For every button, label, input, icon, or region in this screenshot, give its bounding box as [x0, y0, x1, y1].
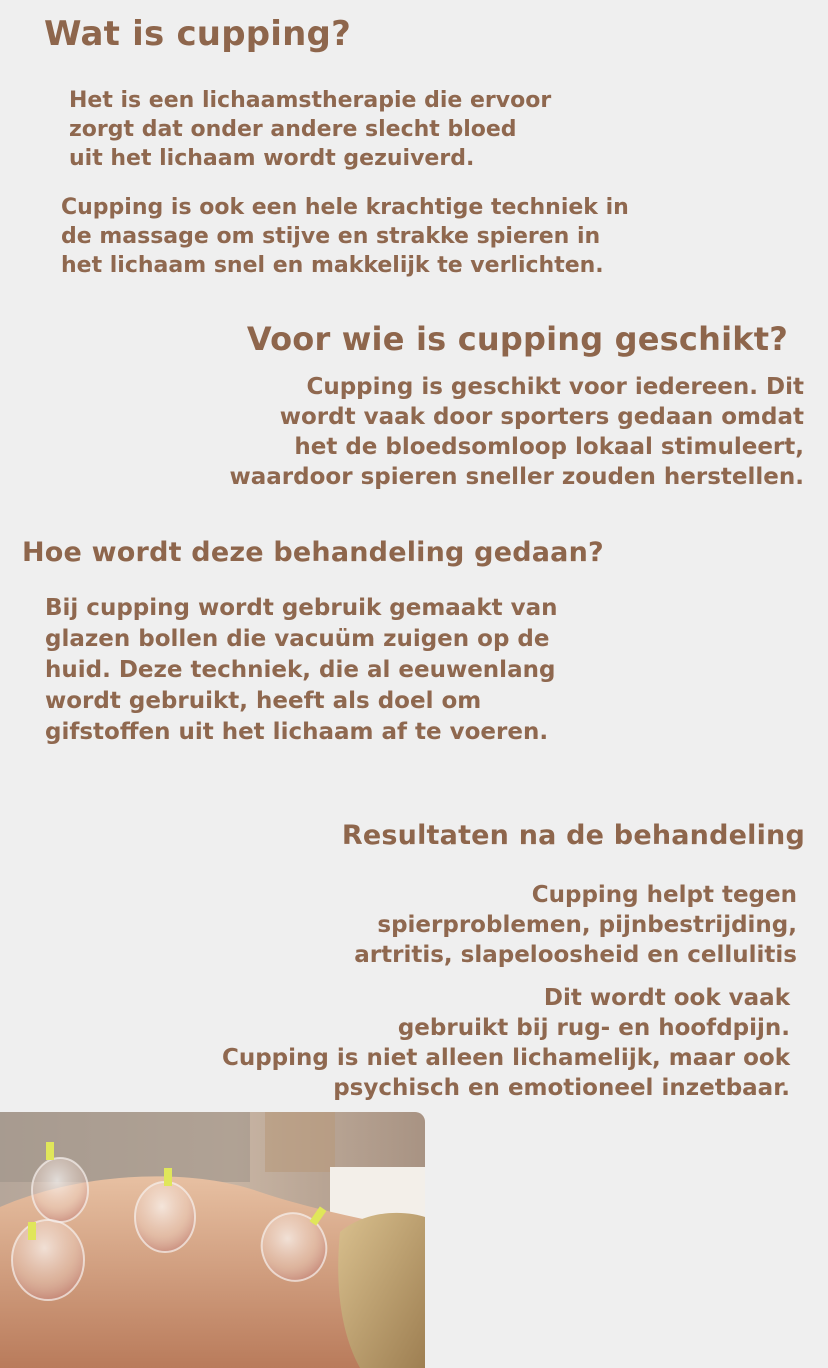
- cupping-illustration: [0, 1112, 425, 1368]
- paragraph-rug-hoofdpijn: Dit wordt ook vaak gebruikt bij rug- en hoofdpijn. Cupping is niet alleen lichamelijk, maar ook psychisch en emotioneel inzetbaar.: [221, 985, 790, 1101]
- heading-resultaten: Resultaten na de behandeling: [341, 820, 805, 851]
- heading-voor-wie: Voor wie is cupping geschikt?: [246, 320, 788, 358]
- paragraph-geschikt-iedereen: Cupping is geschikt voor iedereen. Dit wordt vaak door sporters gedaan omdat het de bloedsomloop lokaal stimuleert, waardoor spieren sneller zouden herstellen.: [229, 374, 804, 490]
- paragraph-krachtige-techniek: Cupping is ook een hele krachtige techniek in de massage om stijve en strakke spieren in het lichaam snel en makkelijk te verlichten.: [61, 195, 629, 278]
- cupping-photo: [0, 1112, 425, 1368]
- paragraph-glazen-bollen: Bij cupping wordt gebruik gemaakt van glazen bollen die vacuüm zuigen op de huid. Deze techniek, die al eeuwenlang wordt gebruikt, heeft als doel om gifstoffen uit het lichaam af te voeren.: [45, 595, 558, 745]
- heading-wat-is-cupping: Wat is cupping?: [44, 14, 352, 54]
- paragraph-lichaamstherapie: Het is een lichaamstherapie die ervoor zorgt dat onder andere slecht bloed uit het lichaam wordt gezuiverd.: [69, 88, 552, 171]
- paragraph-helpt-tegen: Cupping helpt tegen spierproblemen, pijnbestrijding, artritis, slapeloosheid en cellulitis: [354, 882, 797, 968]
- heading-hoe-wordt: Hoe wordt deze behandeling gedaan?: [22, 537, 604, 568]
